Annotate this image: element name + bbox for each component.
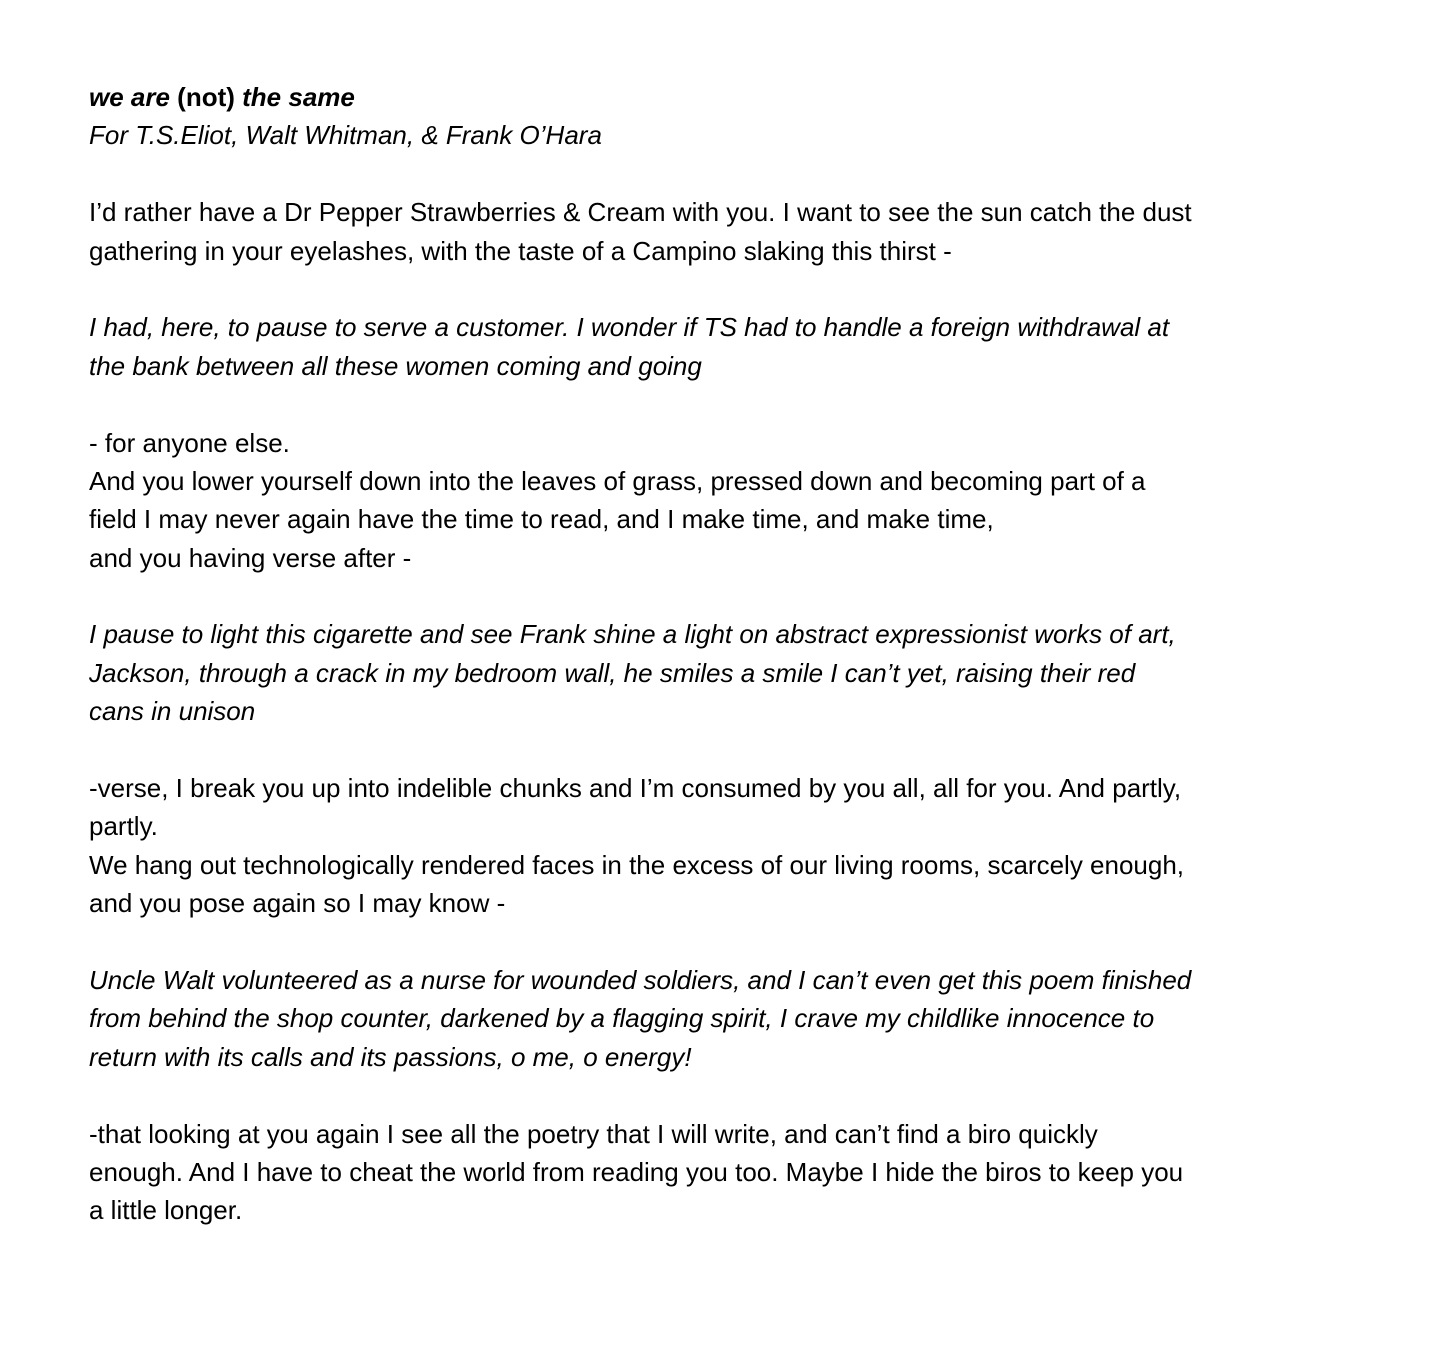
poem-line: partly.: [89, 811, 158, 842]
poem-line: I had, here, to pause to serve a customer. I wonder if TS had to handle a foreign withdrawal at: [89, 312, 1170, 343]
stanza-gap: [89, 731, 1389, 769]
poem-line: cans in unison: [89, 696, 256, 727]
stanza-gap: [89, 1076, 1389, 1114]
poem-line: field I may never again have the time to read, and I make time, and make time,: [89, 504, 994, 535]
poem-line: -that looking at you again I see all the poetry that I will write, and can’t find a biro quickly: [89, 1118, 1098, 1149]
poem-line: I’d rather have a Dr Pepper Strawberries & Cream with you. I want to see the sun catch the dust: [89, 197, 1192, 228]
poem-title-part-1: we are: [89, 82, 170, 112]
poem-line: - for anyone else.: [89, 427, 290, 458]
poem-line: And you lower yourself down into the leaves of grass, pressed down and becoming part of a: [89, 465, 1146, 496]
stanza-gap: [89, 270, 1389, 308]
poem-line: and you pose again so I may know -: [89, 888, 506, 919]
poem-line: the bank between all these women coming and going: [89, 350, 702, 381]
stanza-2: [89, 308, 1389, 385]
stanza-6: [89, 961, 1389, 1076]
poem-dedication: For T.S.Eliot, Walt Whitman, & Frank O’Hara: [89, 120, 602, 151]
poem-line: Uncle Walt volunteered as a nurse for wounded soldiers, and I can’t even get this poem finished: [89, 964, 1192, 995]
stanza-3: [89, 424, 1389, 578]
stanza-gap: [89, 577, 1389, 615]
stanza-gap: [89, 155, 1389, 193]
poem-line: and you having verse after -: [89, 542, 412, 573]
poem-line: I pause to light this cigarette and see Frank shine a light on abstract expressionist works of art,: [89, 619, 1176, 650]
stanza-gap: [89, 923, 1389, 961]
stanza-4: [89, 615, 1389, 730]
poem-title-part-2: (not): [169, 82, 243, 112]
poem-line: Jackson, through a crack in my bedroom wall, he smiles a smile I can’t yet, raising their red: [89, 657, 1136, 688]
stanza-7: [89, 1115, 1389, 1230]
poem-line: from behind the shop counter, darkened by a flagging spirit, I crave my childlike innocence to: [89, 1003, 1155, 1034]
stanza-1: [89, 193, 1389, 270]
poem-line: gathering in your eyelashes, with the taste of a Campino slaking this thirst -: [89, 235, 952, 266]
poem-line: return with its calls and its passions, o me, o energy!: [89, 1041, 692, 1072]
stanza-5: [89, 769, 1389, 923]
poem-title: [89, 78, 1389, 116]
poem-line: a little longer.: [89, 1195, 243, 1226]
stanza-gap: [89, 385, 1389, 423]
poem-line: We hang out technologically rendered faces in the excess of our living rooms, scarcely enough,: [89, 849, 1185, 880]
poem-line: enough. And I have to cheat the world from reading you too. Maybe I hide the biros to keep you: [89, 1156, 1184, 1187]
poem-document: [89, 78, 1389, 1230]
poem-line: -verse, I break you up into indelible chunks and I’m consumed by you all, all for you. And partly,: [89, 773, 1182, 804]
poem-title-part-3: the same: [242, 82, 355, 112]
